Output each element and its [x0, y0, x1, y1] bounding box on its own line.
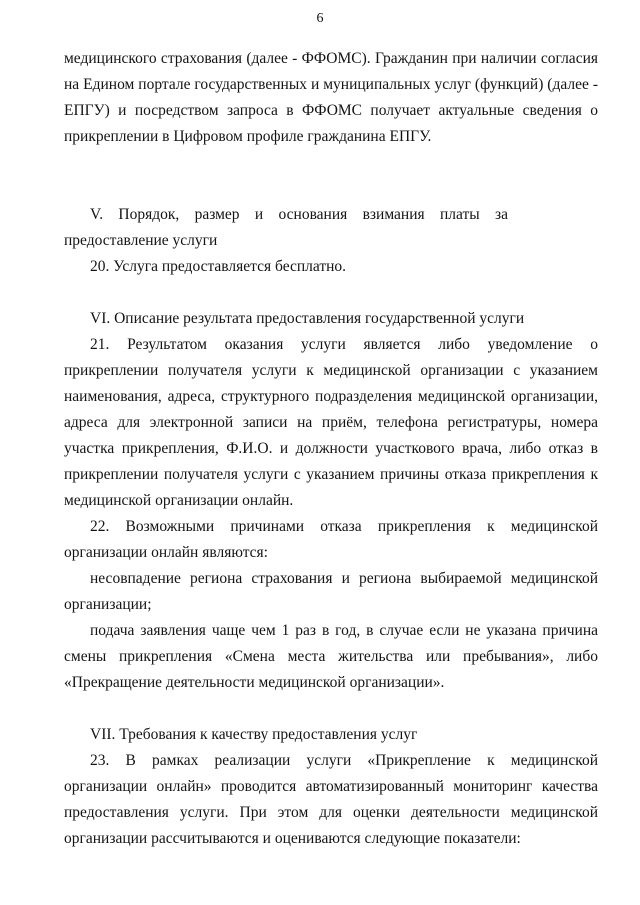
section-heading-vii: VII. Требования к качеству предоставления услуг	[90, 726, 418, 743]
paragraph-22-item-1: несовпадение региона страхования и региона выбираемой медицинской организации;	[64, 570, 598, 613]
page-number: 6	[316, 11, 324, 26]
paragraph-23: 23. В рамках реализации услуги «Прикрепление к медицинской организации онлайн» проводится автоматизированный мониторинг качества предоставления услуги. При этом для оценки деятельности медицинской организации рассчитываются и оцениваются следующие показатели:	[64, 752, 598, 847]
spacer	[64, 280, 598, 306]
spacer	[64, 696, 598, 722]
section-heading-v: V. Порядок, размер и основания взимания платы за предоставление услуги	[64, 206, 508, 249]
document-body	[64, 46, 598, 852]
paragraph-continuation: медицинского страхования (далее - ФФОМС). Гражданин при наличии согласия на Едином портале государственных и муниципальных услуг (функций) (далее - ЕПГУ) и посредством запроса в ФФОМС получает актуальные сведения о прикреплении в Цифровом профиле гражданина ЕПГУ.	[64, 50, 598, 145]
paragraph-22-item-2: подача заявления чаще чем 1 раз в год, в случае если не указана причина смены прикрепления «Смена места жительства или пребывания», либо «Прекращение деятельности медицинской организации».	[64, 622, 598, 691]
spacer	[64, 150, 598, 176]
spacer	[64, 176, 598, 202]
paragraph-22: 22. Возможными причинами отказа прикрепления к медицинской организации онлайн являются:	[64, 518, 598, 561]
paragraph-21: 21. Результатом оказания услуги является либо уведомление о прикреплении получателя услуги к медицинской организации с указанием наименования, адреса, структурного подразделения медицинской организации, адреса для электронной записи на приём, телефона регистратуры, номера участка прикрепления, Ф.И.О. и должности участкового врача, либо отказ в прикреплении получателя услуги с указанием причины отказа прикрепления к медицинской организации онлайн.	[64, 336, 598, 509]
section-heading-vi: VI. Описание результата предоставления государственной услуги	[90, 310, 525, 327]
paragraph-20: 20. Услуга предоставляется бесплатно.	[90, 258, 347, 275]
